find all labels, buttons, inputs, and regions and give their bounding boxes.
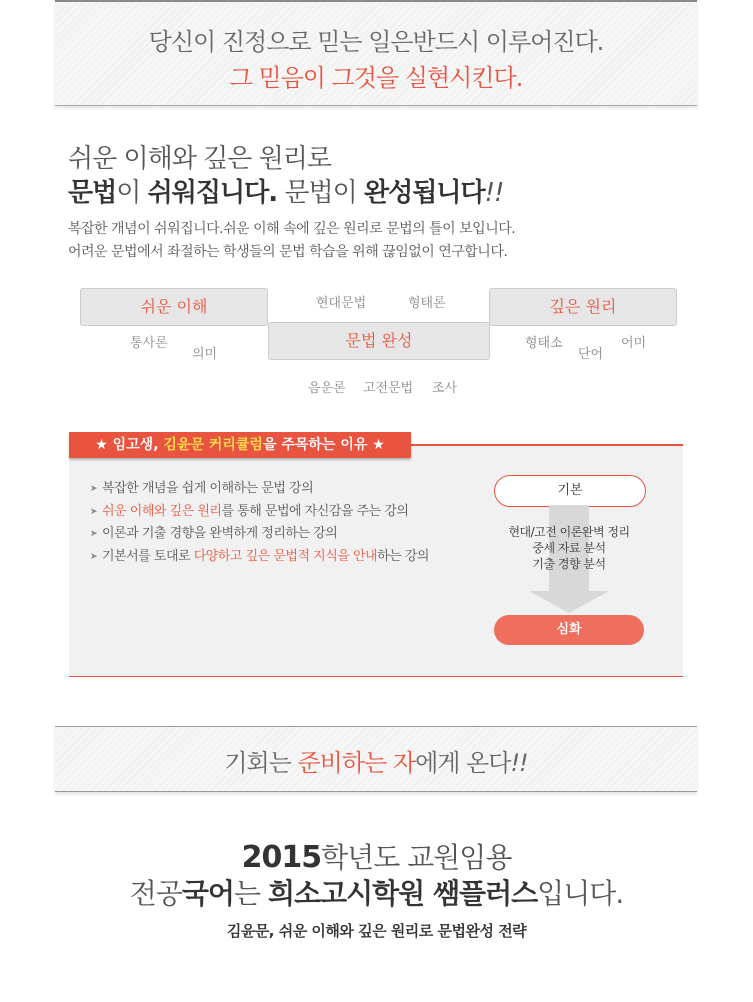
- word-particle: 조사: [432, 381, 458, 396]
- top-banner: [55, 0, 697, 106]
- headline-exclaim: !!: [484, 178, 504, 208]
- advanced-level-pill: 심화: [494, 615, 644, 645]
- opportunity-c: 에게 온다: [415, 749, 511, 777]
- bullet-text: 이론과 기출 경향을 완벽하게 정리하는 강의: [102, 526, 338, 541]
- flow-step: 기출 경향 분석: [532, 557, 606, 571]
- bullet-text: 복잡한 개념을 쉽게 이해하는 문법 강의: [102, 481, 314, 496]
- box-deep-principle: 깊은 원리: [489, 288, 677, 326]
- down-arrow-head-icon: [529, 591, 609, 613]
- basic-level-pill: 기본: [494, 475, 646, 507]
- word-classical-grammar: 고전문법: [363, 381, 414, 396]
- word-modern-grammar: 현대문법: [316, 296, 367, 311]
- bullet-highlight: 다양하고 깊은 문법적 지식을 안내: [193, 548, 378, 564]
- top-banner-line2: 그 믿음이 그것을 실현시킨다.: [229, 64, 523, 92]
- flow-step: 중세 자료 분석: [532, 541, 606, 555]
- word-word: 단어: [578, 347, 604, 362]
- opportunity-banner: [55, 726, 697, 792]
- flow-step: 현대/고전 이론완벽 정리: [508, 525, 630, 539]
- bullet-item: [90, 546, 429, 569]
- bottom-major: 전공: [129, 877, 182, 910]
- box-grammar-complete: 문법 완성: [268, 322, 490, 360]
- curriculum-bullets: [90, 478, 429, 568]
- word-morpheme: 형태소: [525, 336, 563, 351]
- flow-steps: [494, 524, 644, 572]
- box-easy-understanding: 쉬운 이해: [80, 288, 268, 326]
- tab-highlight: 김윤문 커리큘럼: [163, 437, 263, 453]
- bottom-line1: [0, 836, 753, 876]
- bottom-particle: 는: [233, 877, 268, 910]
- bullet-arrow-icon: ➤: [90, 529, 98, 539]
- description-line2: 어려운 문법에서 좌절하는 학생들의 문법 학습을 위해 끊임없이 연구합니다.: [68, 244, 508, 260]
- description-line1: 복잡한 개념이 쉬워집니다.쉬운 이해 속에 깊은 원리로 문법의 틀이 보입니다.: [68, 221, 516, 237]
- bottom-line1-rest: 학년도 교원임용: [321, 841, 512, 874]
- headline-line2: [68, 176, 503, 210]
- bullet-arrow-icon: ➤: [90, 551, 98, 562]
- bottom-korean: 국어: [181, 877, 234, 910]
- bottom-year: 2015: [241, 840, 322, 875]
- headline-complete: 완성됩니다: [363, 178, 485, 208]
- bottom-ending: 입니다.: [537, 877, 624, 910]
- bullet-item: [90, 478, 429, 501]
- word-ending: 어미: [621, 336, 647, 351]
- tab-prefix: ★ 임고생,: [95, 437, 164, 453]
- headline-grammar: 문법: [68, 178, 117, 208]
- headline: [68, 142, 503, 210]
- headline-grammar-2: 문법이: [277, 178, 364, 208]
- bullet-text: 기본서를 토대로: [102, 548, 194, 564]
- opportunity-text: [55, 743, 697, 778]
- panel-top-line: [411, 444, 683, 446]
- bullet-arrow-icon: ➤: [90, 484, 98, 494]
- tab-suffix: 을 주목하는 이유 ★: [262, 437, 385, 453]
- bottom-line2: [0, 872, 753, 912]
- word-semantics: 의미: [192, 347, 218, 362]
- description: [68, 218, 515, 264]
- bullet-item: [90, 501, 429, 524]
- headline-particle: 이: [116, 178, 148, 208]
- bullet-arrow-icon: ➤: [90, 506, 98, 517]
- curriculum-tab: [69, 432, 411, 458]
- top-banner-line1: 당신이 진정으로 믿는 일은반드시 이루어진다.: [148, 28, 604, 56]
- bullet-text: 하는 강의: [377, 548, 429, 564]
- opportunity-highlight: 준비하는 자: [297, 749, 416, 777]
- word-syntax: 통사론: [130, 336, 168, 351]
- headline-easier: 쉬워집니다.: [147, 178, 278, 208]
- opportunity-a: 기회는: [224, 749, 298, 777]
- headline-line1: 쉬운 이해와 깊은 원리로: [68, 144, 331, 174]
- opportunity-exclaim: !!: [510, 749, 528, 777]
- bottom-academy: 희소고시학원 쌤플러스: [267, 877, 538, 910]
- bullet-highlight: 쉬운 이해와 깊은 원리: [102, 503, 222, 519]
- word-morphology: 형태론: [408, 296, 446, 311]
- word-phonology: 음운론: [308, 381, 346, 396]
- bullet-text: 를 통해 문법에 자신감을 주는 강의: [221, 503, 409, 519]
- bullet-item: [90, 523, 429, 546]
- bottom-tagline: 김윤문, 쉬운 이해와 깊은 원리로 문법완성 전략: [226, 922, 527, 940]
